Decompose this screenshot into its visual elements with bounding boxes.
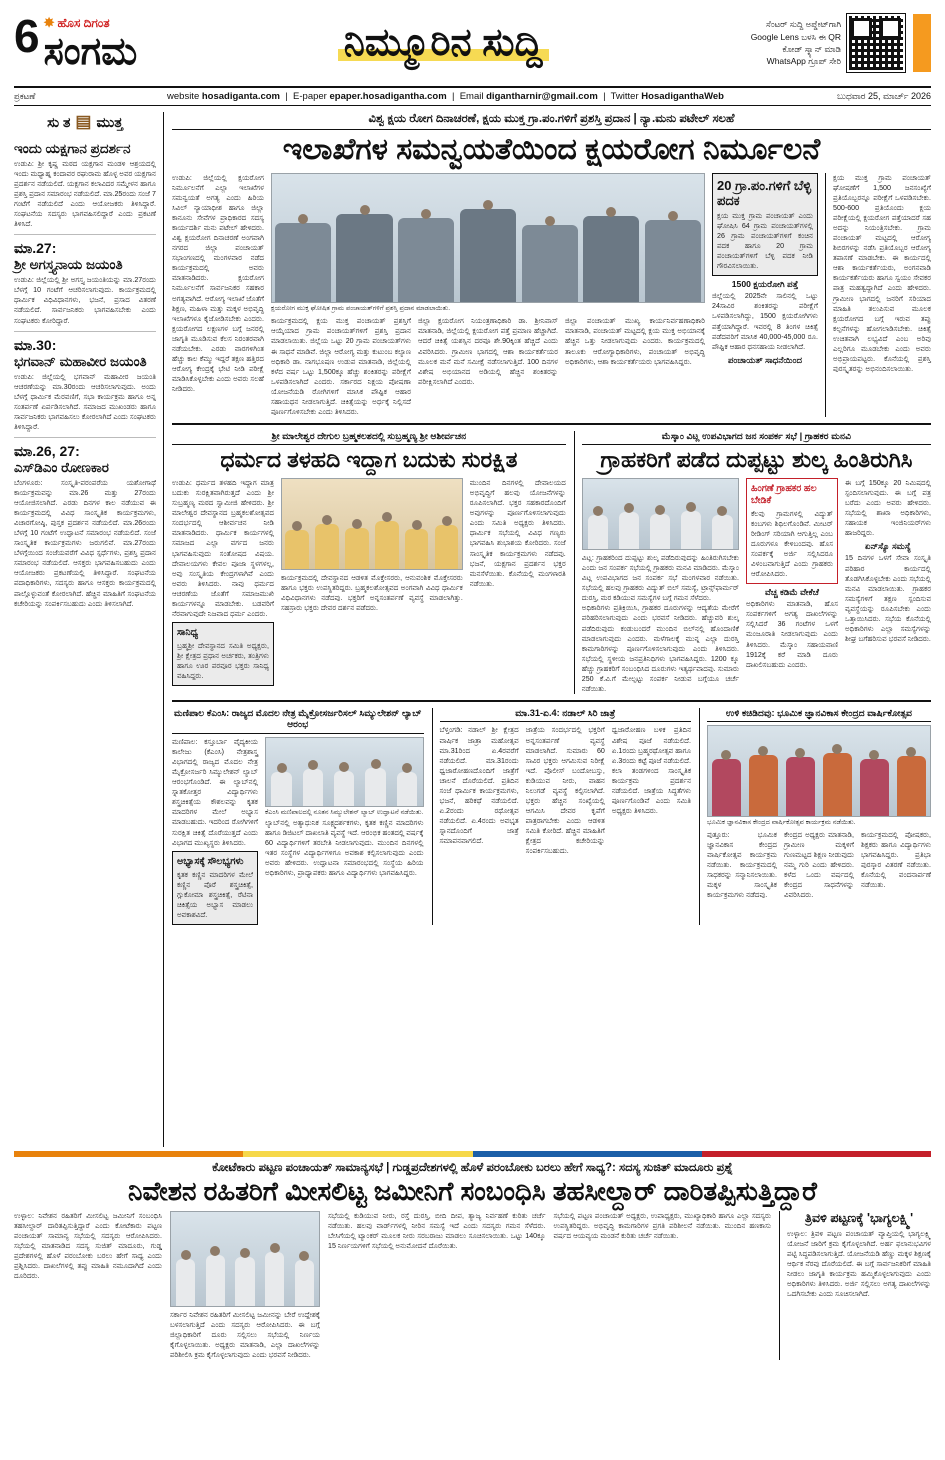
rail-item-text: ಉಡುಪಿ: ಶ್ರೀ ಕೃಷ್ಣ ಮಠದ ಯಕ್ಷಗಾನ ಮಂಡಳಿ ಆಶ್ರಯದಲ್ಲಿ ಇಂದು ಮಧ್ಯಾಹ್ನ ಕಂದಾವರ ರಘುರಾಮ ಹೊಳ್ಳ ಅವರ ಯಕ್ಷಗಾನ ಪ್ರದರ್ಶನ ನಡೆಯಲಿದೆ. ಯಕ್ಷಗಾನ ಕಲಾವಿದರ ಸಮ್ಮೇಳನ ಹಾಗೂ ಪ್ರಶಸ್ತಿ ಪ್ರದಾನ ಸಮಾರಂಭ ನಡೆಯಲಿದೆ. ಮಾ.25ರಂದು ಸಂಜೆ 7 ಗಂಟೆಗೆ ನಡೆಯಲಿದೆ ಎಂದು ಆಯೋಜಕರು ತಿಳಿಸಿದ್ದಾರೆ. ಸಂಘಟನೆಯ ಸದಸ್ಯರು ಭಾಗವಹಿಸಲಿದ್ದಾರೆ ಎಂದು ಪ್ರಕಟಣೆ ತಿಳಿಸಿದೆ. [14,159,156,229]
brand-label: ಹೊಸ ದಿಗಂತ [57,15,110,30]
rail-item-text: ಉಡುಪಿ: ಜಿಲ್ಲೆಯಲ್ಲಿ ಶ್ರೀ ಅಗಸ್ತ್ಯ ಜಯಂತಿಯನ್ನು ಮಾ.27ರಂದು ಬೆಳಗ್ಗೆ 10 ಗಂಟೆಗೆ ಆಚರಿಸಲಾಗುವುದು. ಕಾರ್ಯಕ್ರಮದಲ್ಲಿ ಧಾರ್ಮಿಕ ವಿಧಿವಿಧಾನಗಳು, ಭಜನೆ, ಪ್ರಸಾದ ವಿತರಣೆ ನಡೆಯಲಿದೆ. ಸಾರ್ವಜನಿಕರು ಭಾಗವಹಿಸಬೇಕು ಎಂದು ಸಂಘಟಕರು ಕೋರಿದ್ದಾರೆ. [14,276,156,325]
temple-col1: ಉಡುಪಿ: ಧರ್ಮದ ತಳಹದಿ ಇದ್ದಾಗ ಮಾತ್ರ ಬದುಕು ಸುರಕ್ಷಿತವಾಗಿರುತ್ತದೆ ಎಂದು ಶ್ರೀ ಸುಬ್ರಹ್ಮಣ್ಯ ಮಠದ ಸ್ವಾಮೀಜಿ ಹೇಳಿದರು. ಶ್ರೀ ಮಾಲೇಶ್ವರ ದೇವಸ್ಥಾನದ ಬ್ರಹ್ಮಕಲಶೋತ್ಸವದ ಸಂದರ್ಭದಲ್ಲಿ ಆಶೀರ್ವಚನ ನೀಡಿ ಮಾತನಾಡಿದರು. ಧಾರ್ಮಿಕ ಕಾರ್ಯಗಳಲ್ಲಿ ಸಮಾಜದ ಎಲ್ಲಾ ವರ್ಗದ ಜನರು ಭಾಗವಹಿಸುವುದು ಸಂತೋಷದ ವಿಷಯ. ದೇವಾಲಯಗಳು ಕೇವಲ ಪೂಜಾ ಸ್ಥಳಗಳಲ್ಲ, ಅವು ಸಂಸ್ಕೃತಿಯ ಕೇಂದ್ರಗಳಾಗಿವೆ ಎಂದು ಅವರು ತಿಳಿಸಿದರು. ನಾವು ಧರ್ಮದ ಆಚರಣೆಯ ಜೊತೆಗೆ ಸಮಾಜಮುಖಿ ಕಾರ್ಯಗಳನ್ನೂ ಮಾಡಬೇಕು. ಬಡವರಿಗೆ ನೆರವಾಗುವುದೇ ನಿಜವಾದ ಧರ್ಮ ಎಂದರು. [172,479,274,618]
bhoomika-col2: ಕೇಂದ್ರದ ಅಧ್ಯಕ್ಷರು ಮಾತನಾಡಿ, ಗ್ರಾಮೀಣ ಮಕ್ಕಳಿಗೆ ಗುಣಮಟ್ಟದ ಶಿಕ್ಷಣ ನೀಡುವುದು ನಮ್ಮ ಗುರಿ ಎಂದು ಹೇಳಿದರು. ಕಳೆದ ಒಂದು ವರ್ಷದಲ್ಲಿ ಕೇಂದ್ರದ ಸಾಧನೆಗಳನ್ನು ವಿವರಿಸಿದರು. [784,831,854,900]
color-strip [14,1151,931,1157]
lab-photo [265,737,424,807]
bottom-photo [170,1211,320,1307]
story-customer [574,431,931,694]
bottom-col2: ಸರ್ಕಾರ ನಿವೇಶನ ರಹಿತರಿಗೆ ಮೀಸಲಿಟ್ಟ ಜಮೀನನ್ನು ಬೇರೆ ಉದ್ದೇಶಕ್ಕೆ ಬಳಸಲಾಗುತ್ತಿದೆ ಎಂದು ಸದಸ್ಯರು ಆರೋಪಿಸಿದರು. ಈ ಬಗ್ಗೆ ಜಿಲ್ಲಾಧಿಕಾರಿಗೆ ದೂರು ಸಲ್ಲಿಸಲು ಸಭೆಯಲ್ಲಿ ನಿರ್ಣಯ ಕೈಗೊಳ್ಳಲಾಯಿತು. ಅಧ್ಯಕ್ಷರು ಮಾತನಾಡಿ, ಎಲ್ಲಾ ದಾಖಲೆಗಳನ್ನು ಪರಿಶೀಲಿಸಿ ಕ್ರಮ ಕೈಗೊಳ್ಳಲಾಗುವುದು ಎಂದು ಭರವಸೆ ನೀಡಿದರು. [170,1310,320,1360]
epaper-value[interactable]: epaper.hosadigantha.com [329,91,447,102]
section-name: ಸಂಗಮ [43,31,138,73]
rail-header [14,112,156,132]
website-label: website [167,91,200,102]
orange-marker [913,14,931,72]
bhoomika-caption: ಭೂಮಿಕ ಜ್ಞಾನವಿಕಾಸ ಕೇಂದ್ರದ ವಾರ್ಷಿಕೋತ್ಸವ ಕಾರ್ಯಕ್ರಮ ನಡೆಯಿತು. [707,819,856,827]
lead-box2-text: ಜಿಲ್ಲೆಯಲ್ಲಿ 2025ನೇ ಸಾಲಿನಲ್ಲಿ ಒಟ್ಟು 24ಸಾವಿರ ಶಂಕಿತರನ್ನು ಪರೀಕ್ಷೆಗೆ ಒಳಪಡಿಸಲಾಗಿದ್ದು, 1500 ಕ್ಷಯರೋಗಿಗಳು ಪತ್ತೆಯಾಗಿದ್ದಾರೆ. ಇವರಲ್ಲಿ 8 ತಿಂಗಳ ಚಿಕಿತ್ಸೆ ಪಡೆದವರಿಗೆ ಮಾಸಿಕ 40,000-45,000 ರೂ. ಪೌಷ್ಟಿಕ ಆಹಾರ ಧನಸಹಾಯ ನೀಡಲಾಗಿದೆ. [712,292,818,351]
flame-icon: ✸ [43,15,55,30]
book-icon: ▤ [75,112,92,131]
lead-col4: ಜಿಲ್ಲಾ ಪಂಚಾಯತ್ ಮುಖ್ಯ ಕಾರ್ಯನಿರ್ವಹಣಾಧಿಕಾರಿ ಮಾತನಾಡಿ, ಪಂಚಾಯತ್ ಮಟ್ಟದಲ್ಲಿ ಕ್ಷಯ ಮುಕ್ತ ಅಭಿಯಾನಕ್ಕೆ ಹೆಚ್ಚಿನ ಒತ್ತು ನೀಡಲಾಗುವುದು ಎಂದರು. ಕಾರ್ಯಕ್ರಮದಲ್ಲಿ ತಾಲೂಕು ಆರೋಗ್ಯಾಧಿಕಾರಿಗಳು, ಪಂಚಾಯತ್ ಅಭಿವೃದ್ಧಿ ಅಧಿಕಾರಿಗಳು, ಆಶಾ ಕಾರ್ಯಕರ್ತೆಯರು ಭಾಗವಹಿಸಿದ್ದರು. [565,317,705,366]
temple-kicker: ಶ್ರೀ ಮಾಲೇಶ್ವರ ದೇಗುಲ ಬ್ರಹ್ಮಕಲಶದಲ್ಲಿ ಸುಬ್ರಹ್ಮಣ್ಯ ಶ್ರೀ ಆಶೀರ್ವಚನ [172,431,566,446]
side-text: ಉಳ್ಳಾಲ: ತ್ರಿವಳಿ ಪಟ್ಟಣ ಪಂಚಾಯತ್ ವ್ಯಾಪ್ತಿಯಲ್ಲಿ ಭಾಗ್ಯಲಕ್ಷ್ಮಿ ಯೋಜನೆ ಜಾರಿಗೆ ಕ್ರಮ ಕೈಗೊಳ್ಳಲಾಗಿದೆ. ಅರ್ಹ ಫಲಾನುಭವಿಗಳ ಪಟ್ಟಿ ಸಿದ್ಧಪಡಿಸಲಾಗುತ್ತಿದೆ. ಯೋಜನೆಯಡಿ ಹೆಣ್ಣು ಮಕ್ಕಳ ಶಿಕ್ಷಣಕ್ಕೆ ಆರ್ಥಿಕ ನೆರವು ದೊರೆಯಲಿದೆ. ಈ ಬಗ್ಗೆ ಸಾರ್ವಜನಿಕರಿಗೆ ಮಾಹಿತಿ ನೀಡಲು ಜಾಗೃತಿ ಕಾರ್ಯಕ್ರಮ ಹಮ್ಮಿಕೊಳ್ಳಲಾಗುವುದು ಎಂದು ಅಧಿಕಾರಿಗಳು ತಿಳಿಸಿದರು. ಅರ್ಜಿ ಸಲ್ಲಿಸಲು ಅಗತ್ಯ ದಾಖಲೆಗಳನ್ನು ಒದಗಿಸಬೇಕು ಎಂದು ಸೂಚಿಸಲಾಗಿದೆ. [787,1229,931,1299]
lead-box2-head: 1500 ಕ್ಷಯರೋಗಿ ಪತ್ತೆ [731,279,799,290]
lead-headline: ಇಲಾಖೆಗಳ ಸಮನ್ವಯತೆಯಿಂದ ಕ್ಷಯರೋಗ ನಿರ್ಮೂಲನೆ [282,133,821,167]
rail-item[interactable] [14,235,156,331]
masthead-left [14,10,138,73]
bhoomika-col1: ಪುತ್ತೂರು: ಭೂಮಿಕ ಜ್ಞಾನವಿಕಾಸ ಕೇಂದ್ರದ ವಾರ್ಷಿಕೋತ್ಸವ ಕಾರ್ಯಕ್ರಮ ನಡೆಯಿತು. ಕಾರ್ಯಕ್ರಮದಲ್ಲಿ ಸಾಧಕರನ್ನು ಸನ್ಮಾನಿಸಲಾಯಿತು. ಮಕ್ಕಳ ಸಾಂಸ್ಕೃತಿಕ ಕಾರ್ಯಕ್ರಮಗಳು ನಡೆದವು. [707,831,777,900]
twitter-label: Twitter [610,91,639,102]
rail-item-title: ಭಗವಾನ್ ಮಹಾವೀರ ಜಯಂತಿ [14,353,147,369]
rail-item-text: ಬೆಂಗಳೂರು: ಸಂಸ್ಕೃತಿ-ಪರಂಪರೆಯ ಯಶೋಗಾಥೆ ಕಾರ್ಯಕ್ರಮವನ್ನು ಮಾ.26 ಮತ್ತು 27ರಂದು ಆಯೋಜಿಸಲಾಗಿದೆ. ಎರಡು ದಿನಗಳ ಕಾಲ ನಡೆಯುವ ಈ ಕಾರ್ಯಕ್ರಮದಲ್ಲಿ ವಿವಿಧ ಸಾಂಸ್ಕೃತಿಕ ಕಾರ್ಯಕ್ರಮಗಳು, ವಿಚಾರಗೋಷ್ಠಿ, ಪುಸ್ತಕ ಪ್ರದರ್ಶನ ನಡೆಯಲಿದೆ. ಮಾ.26ರಂದು ಬೆಳಗ್ಗೆ 10 ಗಂಟೆಗೆ ಉದ್ಘಾಟನೆ ಸಮಾರಂಭ ನಡೆಯಲಿದೆ. ಸಂಜೆ ಸಾಂಸ್ಕೃತಿಕ ಕಾರ್ಯಕ್ರಮಗಳು ಜರುಗಲಿವೆ. ಮಾ.27ರಂದು ಬೆಳಗ್ಗೆಯಿಂದ ಸಂಜೆಯವರೆಗೆ ವಿವಿಧ ಸ್ಪರ್ಧೆಗಳು, ಪ್ರಶಸ್ತಿ ಪ್ರದಾನ ಸಮಾರಂಭ ನಡೆಯಲಿದೆ. ಆಸಕ್ತರು ಭಾಗವಹಿಸಬಹುದು ಎಂದು ಆಯೋಜಕರು ಪ್ರಕಟಣೆಯಲ್ಲಿ ತಿಳಿಸಿದ್ದಾರೆ. ಸಂಘಟನೆಯ ಪದಾಧಿಕಾರಿಗಳು, ಸದಸ್ಯರು ಹಾಗೂ ಆಸಕ್ತರು ಕಾರ್ಯಕ್ರಮದಲ್ಲಿ ಪಾಲ್ಗೊಳ್ಳುವಂತೆ ಕೋರಲಾಗಿದೆ. ಹೆಚ್ಚಿನ ಮಾಹಿತಿಗೆ ಸಂಘಟನೆಯ ಕಚೇರಿಯನ್ನು ಸಂಪರ್ಕಿಸಬಹುದು ಎಂದು ತಿಳಿಸಲಾಗಿದೆ. [14,478,156,608]
masthead-right [749,14,931,72]
fair-col2: ಜಾತ್ರೆಯ ಸಂದರ್ಭದಲ್ಲಿ ಭಕ್ತರಿಗೆ ಅನ್ನಸಂತರ್ಪಣೆ ವ್ಯವಸ್ಥೆ ಮಾಡಲಾಗಿದೆ. ಸುಮಾರು 60 ಸಾವಿರ ಭಕ್ತರು ಆಗಮಿಸುವ ನಿರೀಕ್ಷೆ ಇದೆ. ಪೊಲೀಸ್ ಬಂದೋಬಸ್ತು, ಕುಡಿಯುವ ನೀರು, ವಾಹನ ನಿಲುಗಡೆ ವ್ಯವಸ್ಥೆ ಕಲ್ಪಿಸಲಾಗಿದೆ. ಭಕ್ತರು ಹೆಚ್ಚಿನ ಸಂಖ್ಯೆಯಲ್ಲಿ ಆಗಮಿಸಿ ದೇವರ ಕೃಪೆಗೆ ಪಾತ್ರರಾಗಬೇಕು ಎಂದು ಆಡಳಿತ ಸಮಿತಿ ಕೋರಿದೆ. ಹೆಚ್ಚಿನ ಮಾಹಿತಿಗೆ ಕ್ಷೇತ್ರದ ಕಚೇರಿಯನ್ನು ಸಂಪರ್ಕಿಸಬಹುದು. [525,726,605,856]
fair-col1: ಬೆಳ್ತಂಗಡಿ: ನಡಾಲ್ ಶ್ರೀ ಕ್ಷೇತ್ರದ ವಾರ್ಷಿಕ ಜಾತ್ರಾ ಮಹೋತ್ಸವ ಮಾ.31ರಿಂದ ಏ.4ರವರೆಗೆ ನಡೆಯಲಿದೆ. ಮಾ.31ರಂದು ಧ್ವಜಾರೋಹಣದೊಂದಿಗೆ ಜಾತ್ರೆಗೆ ಚಾಲನೆ ದೊರೆಯಲಿದೆ. ಪ್ರತಿದಿನ ಸಂಜೆ ಧಾರ್ಮಿಕ ಕಾರ್ಯಕ್ರಮಗಳು, ಭಜನೆ, ಹರಿಕಥೆ ನಡೆಯಲಿದೆ. ಏ.2ರಂದು ರಥೋತ್ಸವ ನಡೆಯಲಿದೆ. ಏ.4ರಂದು ಅವಭೃತ ಸ್ನಾನದೊಂದಿಗೆ ಜಾತ್ರೆ ಸಮಾಪನವಾಗಲಿದೆ. [439,726,519,846]
page-number: 6 [14,10,40,62]
customer-subhead2: ವೆಚ್ಚ ಕಡಿಮೆ ವೇಕೆಚೆ [765,587,819,598]
bottom-side-story [779,1211,931,1360]
customer-col1: ವಿಟ್ಲ: ಗ್ರಾಹಕರಿಂದ ದುಪ್ಪಟ್ಟು ಶುಲ್ಕ ಪಡೆದಿರುವುದನ್ನು ಹಿಂತಿರುಗಿಸಬೇಕು ಎಂದು ಜನ ಸಂಪರ್ಕ ಸಭೆಯಲ್ಲಿ ಗ್ರಾಹಕರು ಮನವಿ ಮಾಡಿದರು. ಮೆಸ್ಕಾಂ ವಿಟ್ಲ ಉಪವಿಭಾಗದ ಜನ ಸಂಪರ್ಕ ಸಭೆ ಮಂಗಳವಾರ ನಡೆಯಿತು. ಸಭೆಯಲ್ಲಿ ಹಲವು ಗ್ರಾಹಕರು ವಿದ್ಯುತ್ ಬಿಲ್ ಸಮಸ್ಯೆ, ಟ್ರಾನ್ಸ್‌ಫಾರ್ಮರ್ ದುರಸ್ತಿ, ಮರ ಕಡಿಯುವ ಸಮಸ್ಯೆಗಳ ಬಗ್ಗೆ ಗಮನ ಸೆಳೆದರು. [581,554,739,603]
lab-kicker: ಮಣಿಪಾಲ ಕೆಎಂಸಿ: ರಾಜ್ಯದ ಮೊದಲ ನೇತ್ರ ಮೈಕ್ರೋಸರ್ಜರಿಸಲ್ ಸಿಮ್ಯುಲೇಶನ್ ಲ್ಯಾಬ್ ಆರಂಭ [172,708,424,734]
bottom-col1: ಉಳ್ಳಾಲ: ನಿವೇಶನ ರಹಿತರಿಗೆ ಮೀಸಲಿಟ್ಟ ಜಮೀನಿಗೆ ಸಂಬಂಧಿಸಿ ತಹಸೀಲ್ದಾರ್ ದಾರಿತಪ್ಪಿಸುತ್ತಿದ್ದಾರೆ ಎಂದು ಕೋಟೆಕಾರು ಪಟ್ಟಣ ಪಂಚಾಯತ್ ಸಾಮಾನ್ಯ ಸಭೆಯಲ್ಲಿ ಸದಸ್ಯರು ಆರೋಪಿಸಿದರು. ಸಭೆಯಲ್ಲಿ ಮಾತನಾಡಿದ ಸದಸ್ಯ ಸುಜಿತ್ ಮಾದೂರು, ಗುಡ್ಡ ಪ್ರದೇಶಗಳಲ್ಲಿ ಹೊಳೆ ಪರಂಬೋಕು ಬರಲು ಹೇಗೆ ಸಾಧ್ಯ ಎಂದು ಪ್ರಶ್ನಿಸಿದರು. ದಾಖಲೆಗಳಲ್ಲಿ ತಪ್ಪು ಮಾಹಿತಿ ನಮೂದಾಗಿದೆ ಎಂದು ದೂರಿದರು. [14,1211,162,1281]
lead-box-medals [712,173,818,277]
rail-item[interactable] [14,438,156,614]
customer-photo [582,478,739,550]
rail-item[interactable] [14,332,156,438]
fair-kicker: ಮಾ.31-ಏ.4: ನಡಾಲ್ ಸಿರಿ ಜಾತ್ರೆ [440,708,692,723]
lead-col1: ಉಡುಪಿ: ಜಿಲ್ಲೆಯಲ್ಲಿ ಕ್ಷಯರೋಗ ನಿರ್ಮೂಲನೆಗೆ ಎಲ್ಲಾ ಇಲಾಖೆಗಳ ಸಮನ್ವಯತೆ ಅಗತ್ಯ ಎಂದು ಹಿರಿಯ ಸಿವಿಲ್ ನ್ಯಾಯಾಧೀಶ ಹಾಗೂ ಜಿಲ್ಲಾ ಕಾನೂನು ಸೇವೆಗಳ ಪ್ರಾಧಿಕಾರದ ಸದಸ್ಯ ಕಾರ್ಯದರ್ಶಿ ಮನು ಪಟೇಲ್ ಹೇಳಿದರು. ವಿಶ್ವ ಕ್ಷಯರೋಗ ದಿನಾಚರಣೆ ಅಂಗವಾಗಿ ನಗರದ ಜಿಲ್ಲಾ ಪಂಚಾಯತ್ ಸಭಾಂಗಣದಲ್ಲಿ ಮಂಗಳವಾರ ನಡೆದ ಕಾರ್ಯಕ್ರಮದಲ್ಲಿ ಅವರು ಮಾತನಾಡಿದರು. ಕ್ಷಯರೋಗ ನಿರ್ಮೂಲನೆಗೆ ಸಾರ್ವಜನಿಕರ ಸಹಕಾರ ಅಗತ್ಯವಾಗಿದೆ. ಆರೋಗ್ಯ ಇಲಾಖೆ ಜೊತೆಗೆ ಶಿಕ್ಷಣ, ಮಹಿಳಾ ಮತ್ತು ಮಕ್ಕಳ ಅಭಿವೃದ್ಧಿ ಇಲಾಖೆಗಳೂ ಕೈಜೋಡಿಸಬೇಕು ಎಂದರು. ಕ್ಷಯರೋಗದ ಲಕ್ಷಣಗಳ ಬಗ್ಗೆ ಜನರಲ್ಲಿ ಜಾಗೃತಿ ಮೂಡಿಸುವ ಕೆಲಸ ನಿರಂತರವಾಗಿ ನಡೆಯಬೇಕು. ಎರಡು ವಾರಗಳಿಗಿಂತ ಹೆಚ್ಚು ಕಾಲ ಕೆಮ್ಮು ಇದ್ದರೆ ತಕ್ಷಣ ಹತ್ತಿರದ ಆರೋಗ್ಯ ಕೇಂದ್ರಕ್ಕೆ ಭೇಟಿ ನೀಡಿ ಪರೀಕ್ಷೆ ಮಾಡಿಸಿಕೊಳ್ಳಬೇಕು ಎಂದು ಅವರು ಸಲಹೆ ನೀಡಿದರು. [172,173,264,394]
lab-box-head: ಅಭ್ಯಾಸಕ್ಕೆ ಸೌಲಭ್ಯಗಳು [177,855,244,867]
lab-col1: ಮಣಿಪಾಲ: ಕಸ್ತೂರ್ಬಾ ವೈದ್ಯಕೀಯ ಕಾಲೇಜು (ಕೆಎಂಸಿ) ನೇತ್ರಶಾಸ್ತ್ರ ವಿಭಾಗದಲ್ಲಿ ರಾಜ್ಯದ ಮೊದಲ ನೇತ್ರ ಮೈಕ್ರೋಸರ್ಜರಿ ಸಿಮ್ಯುಲೇಶನ್ ಲ್ಯಾಬ್ ಆರಂಭಗೊಂಡಿದೆ. ಈ ಲ್ಯಾಬ್‌ನಲ್ಲಿ ಸ್ನಾತಕೋತ್ತರ ವಿದ್ಯಾರ್ಥಿಗಳು ಶಸ್ತ್ರಚಿಕಿತ್ಸೆಯ ಕೌಶಲವನ್ನು ಕೃತಕ ಮಾದರಿಗಳ ಮೇಲೆ ಅಭ್ಯಾಸ ಮಾಡಬಹುದು. ಇದರಿಂದ ರೋಗಿಗಳಿಗೆ ಸುರಕ್ಷಿತ ಚಿಕಿತ್ಸೆ ದೊರೆಯುತ್ತದೆ ಎಂದು ವಿಭಾಗದ ಮುಖ್ಯಸ್ಥರು ತಿಳಿಸಿದರು. [172,737,258,847]
masthead-center [137,22,749,65]
email-label: Email [459,91,484,102]
customer-redbox-head: ಹಿಂಗಣೆ ಗ್ರಾಹಕರ ಹಲ ಬೇಡಿಕೆ [751,483,817,506]
lead-photo [271,173,705,303]
main-content [14,112,931,1147]
rail-item-title: ಎಸ್‌ಡಿಎಂ ರೋಣಕಾರ [14,459,109,475]
lab-col2: ಲ್ಯಾಬ್‌ನಲ್ಲಿ ಅತ್ಯಾಧುನಿಕ ಸೂಕ್ಷ್ಮದರ್ಶಕಗಳು, ಕೃತಕ ಕಣ್ಣಿನ ಮಾದರಿಗಳು ಹಾಗೂ ಡಿಜಿಟಲ್ ದಾಖಲಾತಿ ವ್ಯವಸ್ಥೆ ಇದೆ. ಆರಂಭಿಕ ಹಂತದಲ್ಲಿ ವರ್ಷಕ್ಕೆ 60 ವಿದ್ಯಾರ್ಥಿಗಳಿಗೆ ತರಬೇತಿ ನೀಡಲಾಗುವುದು. ಮುಂದಿನ ದಿನಗಳಲ್ಲಿ ಇತರ ಸಂಸ್ಥೆಗಳ ವಿದ್ಯಾರ್ಥಿಗಳಿಗೂ ಅವಕಾಶ ಕಲ್ಪಿಸಲಾಗುವುದು ಎಂದು ಅವರು ಹೇಳಿದರು. ಉದ್ಘಾಟನಾ ಸಮಾರಂಭದಲ್ಲಿ ಸಂಸ್ಥೆಯ ಹಿರಿಯ ಅಧಿಕಾರಿಗಳು, ಪ್ರಾಧ್ಯಾಪಕರು ಹಾಗೂ ವಿದ್ಯಾರ್ಥಿಗಳು ಭಾಗವಹಿಸಿದ್ದರು. [265,818,424,877]
customer-headline: ಗ್ರಾಹಕರಿಗೆ ಪಡೆದ ದುಪ್ಪಟ್ಟು ಶುಲ್ಕ ಹಿಂತಿರುಗಿಸಿ [600,447,913,473]
page-title: ನಿಮ್ಮೂರಿನ ಸುದ್ದಿ [338,22,549,65]
info-bar [14,86,931,106]
side-head: ತ್ರಿವಳಿ ಪಟ್ಟಣಕ್ಕೆ 'ಭಾಗ್ಯಲಕ್ಷ್ಮಿ' [804,1210,914,1225]
rail-item-text: ಉಡುಪಿ: ಜಿಲ್ಲೆಯಲ್ಲಿ ಭಗವಾನ್ ಮಹಾವೀರ ಜಯಂತಿ ಆಚರಣೆಯನ್ನು ಮಾ.30ರಂದು ಆಚರಿಸಲಾಗುವುದು. ಅಂದು ಬೆಳಗ್ಗೆ ಧಾರ್ಮಿಕ ಮೆರವಣಿಗೆ, ಸಭಾ ಕಾರ್ಯಕ್ರಮ ಹಾಗೂ ಅನ್ನ ಸಂತರ್ಪಣೆ ಏರ್ಪಡಿಸಲಾಗಿದೆ. ಸಮಾಜದ ಮುಖಂಡರು ಹಾಗೂ ಸಾರ್ವಜನಿಕರು ಭಾಗವಹಿಸಲು ಕೋರಲಾಗಿದೆ ಎಂದು ಸಂಘಟಕರು ತಿಳಿಸಿದ್ದಾರೆ. [14,372,156,431]
story-temple [172,431,566,694]
bhoomika-kicker: ಉಳಿ ಕಚಿಡಿದವು: ಭೂಮಿಕ ಜ್ಞಾನವಿಕಾಸ ಕೇಂದ್ರದ ವಾರ್ಷಿಕೋತ್ಸವ [707,708,931,723]
customer-box3-head: ಏನ್‌ಸ್ಯೊ ಸಮಸ್ಯೆ [865,541,911,552]
temple-col2: ಕಾರ್ಯಕ್ರಮದಲ್ಲಿ ದೇವಸ್ಥಾನದ ಆಡಳಿತ ಮೊಕ್ತೇಸರರು, ಆನುವಂಶಿಕ ಮೊಕ್ತೇಸರರು ಹಾಗೂ ಭಕ್ತರು ಉಪಸ್ಥಿತರಿದ್ದರು. ಬ್ರಹ್ಮಕಲಶೋತ್ಸವದ ಅಂಗವಾಗಿ ವಿವಿಧ ಧಾರ್ಮಿಕ ವಿಧಿವಿಧಾನಗಳು ನಡೆದವು. ಭಕ್ತರಿಗೆ ಅನ್ನಸಂತರ್ಪಣೆ ವ್ಯವಸ್ಥೆ ಮಾಡಲಾಗಿತ್ತು. ಸಹಸ್ರಾರು ಭಕ್ತರು ದೇವರ ದರ್ಶನ ಪಡೆದರು. [281,574,463,613]
masthead [14,0,931,86]
customer-redbox-text: ಕೆಲವು ಗ್ರಾಮಗಳಲ್ಲಿ ವಿದ್ಯುತ್ ಕಂಬಗಳು ಶಿಥಿಲಗೊಂಡಿವೆ. ಮೀಟರ್ ರೀಡಿಂಗ್ ಸರಿಯಾಗಿ ಆಗುತ್ತಿಲ್ಲ ಎಂಬ ದೂರುಗಳೂ ಕೇಳಿಬಂದವು. ಹೊಸ ಸಂಪರ್ಕಕ್ಕೆ ಅರ್ಜಿ ಸಲ್ಲಿಸಿದರೂ ವಿಳಂಬವಾಗುತ್ತಿದೆ ಎಂದು ಗ್ರಾಹಕರು ಆರೋಪಿಸಿದರು. [751,509,833,579]
fair-col3: ಧ್ವಜಾರೋಹಣ ಬಳಿಕ ಪ್ರತಿದಿನ ವಿಶೇಷ ಪೂಜೆ ನಡೆಯಲಿದೆ. ಏ.1ರಂದು ಬ್ರಹ್ಮರಥೋತ್ಸವ ಹಾಗೂ ಏ.3ರಂದು ಕಟ್ಟೆ ಪೂಜೆ ನಡೆಯಲಿದೆ. ಕಲಾ ತಂಡಗಳಿಂದ ಸಾಂಸ್ಕೃತಿಕ ಕಾರ್ಯಕ್ರಮ ಪ್ರದರ್ಶನ ನಡೆಯಲಿದೆ. ಜಾತ್ರೆಯ ಸಿದ್ಧತೆಗಳು ಪೂರ್ಣಗೊಂಡಿವೆ ಎಂದು ಸಮಿತಿ ಅಧ್ಯಕ್ಷರು ತಿಳಿಸಿದರು. [611,726,692,815]
lead-col5: ಕ್ಷಯ ಮುಕ್ತ ಗ್ರಾಮ ಪಂಚಾಯತ್ ಘೋಷಣೆಗೆ 1,500 ಜನಸಂಖ್ಯೆಗೆ ಪ್ರತಿಯೊಬ್ಬರನ್ನೂ ಪರೀಕ್ಷೆಗೆ ಒಳಪಡಿಸಬೇಕು. 500-600 ಪ್ರತಿಯೊಂದು ಕ್ಷಯ ಪರೀಕ್ಷೆಯಲ್ಲಿ ಕ್ಷಯರೋಗ ಪತ್ತೆಯಾದರೆ ಸಹ ಅದನ್ನು ನಿಯಂತ್ರಿಸಬೇಕು. ಗ್ರಾಮ ಪಂಚಾಯತ್ ಮಟ್ಟದಲ್ಲಿ ಆರೋಗ್ಯ ಶಿಬಿರಗಳನ್ನು ನಡೆಸಿ ಪ್ರತಿಯೊಬ್ಬರ ಆರೋಗ್ಯ ತಪಾಸಣೆ ಮಾಡಬೇಕು. ಈ ಕಾರ್ಯದಲ್ಲಿ ಆಶಾ ಕಾರ್ಯಕರ್ತೆಯರು, ಅಂಗನವಾಡಿ ಕಾರ್ಯಕರ್ತೆಯರು ಹಾಗೂ ಸ್ವಯಂ ಸೇವಕರ ಪಾತ್ರ ಮಹತ್ವದ್ದಾಗಿದೆ ಎಂದು ಹೇಳಿದರು. ಗ್ರಾಮೀಣ ಭಾಗದಲ್ಲಿ ಜನರಿಗೆ ಸರಿಯಾದ ಮಾಹಿತಿ ತಲುಪಿಸುವ ಮೂಲಕ ಕ್ಷಯರೋಗದ ಬಗ್ಗೆ ಇರುವ ತಪ್ಪು ಕಲ್ಪನೆಗಳನ್ನು ಹೋಗಲಾಡಿಸಬೇಕು. ಚಿಕಿತ್ಸೆ ಉಚಿತವಾಗಿ ಲಭ್ಯವಿದೆ ಎಂಬ ಅರಿವು ಎಲ್ಲರಿಗೂ ಮೂಡಬೇಕು ಎಂದು ಅವರು ಅಭಿಪ್ರಾಯಪಟ್ಟರು. ಕೊನೆಯಲ್ಲಿ ಪ್ರಶಸ್ತಿ ಪುರಸ್ಕೃತರನ್ನು ಅಭಿನಂದಿಸಲಾಯಿತು. [833,173,931,373]
bottom-col3: ಸಭೆಯಲ್ಲಿ ಕುಡಿಯುವ ನೀರು, ರಸ್ತೆ ದುರಸ್ತಿ, ಬೀದಿ ದೀಪ, ತ್ಯಾಜ್ಯ ನಿರ್ವಹಣೆ ಕುರಿತು ಚರ್ಚೆ ನಡೆಯಿತು. ಹಲವು ವಾರ್ಡ್‌ಗಳಲ್ಲಿ ನೀರಿನ ಸಮಸ್ಯೆ ಇದೆ ಎಂದು ಸದಸ್ಯರು ಗಮನ ಸೆಳೆದರು. ಬೇಸಿಗೆಯಲ್ಲಿ ಟ್ಯಾಂಕರ್ ಮೂಲಕ ನೀರು ಸರಬರಾಜು ಮಾಡಲು ಸೂಚಿಸಲಾಯಿತು. ಒಟ್ಟು 140ಕ್ಕೂ 15 ನಿರ್ಣಯಗಳಿಗೆ ಸಭೆಯಲ್ಲಿ ಅನುಮೋದನೆ ದೊರೆಯಿತು. [328,1211,546,1251]
bottom-kicker: ಕೋಟೆಕಾರು ಪಟ್ಟಣ ಪಂಚಾಯತ್ ಸಾಮಾನ್ಯಸಭೆ | ಗುಡ್ಡಪ್ರದೇಶಗಳಲ್ಲಿ ಹೊಳೆ ಪರಂಬೋಕು ಬರಲು ಹೇಗೆ ಸಾಧ್ಯ?: ಸದಸ್ಯ ಸುಜಿತ್ ಮಾದೂರು ಪ್ರಶ್ನೆ [212,1162,733,1174]
customer-box3-text: 15 ದಿನಗಳ ಒಳಗೆ ಸೇವಾ ಸಂಸ್ಕೃತಿ ಪರಿಹಾರ ಕಾರ್ಯದಲ್ಲಿ ತೊಡಗಿಸಿಕೊಳ್ಳಬೇಕು ಎಂದು ಸಭೆಯಲ್ಲಿ ಮನವಿ ಮಾಡಲಾಯಿತು. ಗ್ರಾಹಕರ ಸಮಸ್ಯೆಗಳಿಗೆ ತಕ್ಷಣ ಸ್ಪಂದಿಸುವ ವ್ಯವಸ್ಥೆಯನ್ನು ರೂಪಿಸಬೇಕು ಎಂದು ಒತ್ತಾಯಿಸಿದರು. ಸಭೆಯ ಕೊನೆಯಲ್ಲಿ ಅಧಿಕಾರಿಗಳು ಎಲ್ಲಾ ಸಮಸ್ಯೆಗಳನ್ನು ಶೀಘ್ರ ಬಗೆಹರಿಸುವ ಭರವಸೆ ನೀಡಿದರು. [845,554,931,643]
customer-col3: ಈ ಬಗ್ಗೆ 150ಕ್ಕೂ 20 ನಿಮಿಷದಲ್ಲಿ ಸ್ಪಂದಿಸಲಾಗುವುದು. ಈ ಬಗ್ಗೆ ಪತ್ರ ಬರೆದು ಎಂದು ಅವರು ಹೇಳಿದರು. ಸಭೆಯಲ್ಲಿ ಶಾಖಾ ಅಧಿಕಾರಿಗಳು, ಸಹಾಯಕ ಇಂಜಿನಿಯರ್‌ಗಳು ಹಾಜರಿದ್ದರು. [845,479,931,538]
customer-redbox [746,478,838,584]
website-value[interactable]: hosadiganta.com [201,91,280,102]
temple-photo [281,478,463,570]
temple-box-text: ಬ್ರಹ್ಮಶ್ರೀ ದೇವಸ್ಥಾನದ ಸಮಿತಿ ಅಧ್ಯಕ್ಷರು, ಶ್ರೀ ಕ್ಷೇತ್ರದ ಪ್ರಧಾನ ಅರ್ಚಕರು, ತಂತ್ರಿಗಳು ಹಾಗೂ ಊರ ಪರವೂರ ಭಕ್ತರು ಸಾನಿಧ್ಯ ವಹಿಸಿದ್ದರು. [177,641,269,681]
qr-instructions: ಸೆಂಟರ್ ಸುದ್ದಿ ಅಪ್ಡೇಟ್‌ಗಾಗಿ Google Lens ಬಳಸಿ ಈ QR ಕೋಡ್ ಸ್ಕ್ಯಾನ್ ಮಾಡಿ WhatsApp ಗ್ರೂಪ್ ಸೇರಿ [750,19,841,67]
story-lab [172,708,424,925]
story-fair [432,708,692,925]
lead-story [172,112,931,417]
qr-code[interactable] [847,14,905,72]
rail-item-date: ಮಾ.26, 27: [14,442,80,459]
content-area [172,112,931,1147]
epaper-label: E-paper [293,91,327,102]
info-links: website hosadiganta.com | E-paper epaper.hosadigantha.com | Email digantharnir@gmail.com | Twitter HosadiganthaWeb [167,91,724,102]
rail-item[interactable] [14,136,156,235]
twitter-value[interactable]: HosadiganthaWeb [641,91,724,102]
bottom-headline: ನಿವೇಶನ ರಹಿತರಿಗೆ ಮೀಸಲಿಟ್ಟ ಜಮೀನಿಗೆ ಸಂಬಂಧಿಸಿ ತಹಸೀಲ್ದಾರ್ ದಾರಿತಪ್ಪಿಸುತ್ತಿದ್ದಾರೆ [128,1176,817,1207]
temple-box-head: ಸಾನಿಧ್ಯ [177,626,199,638]
publication-date: ಬುಧವಾರ 25, ಮಾರ್ಚ್ 2026 [837,91,931,101]
left-rail [14,112,164,1147]
customer-col2b: ಅಧಿಕಾರಿಗಳು ಮಾತನಾಡಿ, ಹೊಸ ಸಂಪರ್ಕಗಳಿಗೆ ಅಗತ್ಯ ದಾಖಲೆಗಳನ್ನು ಸಲ್ಲಿಸಿದರೆ 36 ಗಂಟೆಗಳ ಒಳಗೆ ಮಂಜೂರಾತಿ ನೀಡಲಾಗುವುದು ಎಂದು ತಿಳಿಸಿದರು. ಮೆಸ್ಕಾಂ ಸಹಾಯವಾಣಿ 1912ಕ್ಕೆ ಕರೆ ಮಾಡಿ ದೂರು ದಾಖಲಿಸಬಹುದು ಎಂದರು. [746,600,838,669]
rail-head-right: ಮುತ್ತ [96,113,123,130]
rail-item-date: ಮಾ.27: [14,240,57,257]
lab-caption: ಕೆಎಂಸಿ ಮಣಿಪಾಲದಲ್ಲಿ ನೂತನ ಸಿಮ್ಯುಲೇಶನ್ ಲ್ಯಾಬ್ ಉದ್ಘಾಟನೆ ನಡೆಯಿತು. [265,808,424,816]
lead-kicker: ವಿಶ್ವ ಕ್ಷಯ ರೋಗ ದಿನಾಚರಣೆ, ಕ್ಷಯ ಮುಕ್ತ ಗ್ರಾ.ಪಂ.ಗಳಿಗೆ ಪ್ರಶಸ್ತಿ ಪ್ರದಾನ | ನ್ಯಾ.ಮನು ಪಟೇಲ್ ಸಲಹೆ [172,112,931,130]
lead-subhead-center: ಪಂಚಾಯತ್ ಸಾಧನೆಯಿಂದ [727,354,802,365]
rail-item-title: ಶ್ರೀ ಅಗಸ್ತ್ಯನಾಯ ಜಯಂತಿ [14,257,123,273]
lab-box [172,851,258,925]
bottom-col4: ಸಭೆಯಲ್ಲಿ ಪಟ್ಟಣ ಪಂಚಾಯತ್ ಅಧ್ಯಕ್ಷರು, ಉಪಾಧ್ಯಕ್ಷರು, ಮುಖ್ಯಾಧಿಕಾರಿ ಹಾಗೂ ಎಲ್ಲಾ ಸದಸ್ಯರು ಉಪಸ್ಥಿತರಿದ್ದರು. ಅಭಿವೃದ್ಧಿ ಕಾಮಗಾರಿಗಳ ಪ್ರಗತಿ ಪರಿಶೀಲನೆ ನಡೆಯಿತು. ಮುಂದಿನ ಹಣಕಾಸು ವರ್ಷದ ಆಯವ್ಯಯ ಮಂಡನೆ ಕುರಿತು ಚರ್ಚೆ ನಡೆಯಿತು. [553,1211,771,1241]
bhoomika-col3: ಕಾರ್ಯಕ್ರಮದಲ್ಲಿ ಪೋಷಕರು, ಶಿಕ್ಷಕರು ಹಾಗೂ ವಿದ್ಯಾರ್ಥಿಗಳು ಭಾಗವಹಿಸಿದ್ದರು. ಪ್ರತಿಭಾ ಪುರಸ್ಕಾರ ವಿತರಣೆ ನಡೆಯಿತು. ಕೊನೆಯಲ್ಲಿ ವಂದನಾರ್ಪಣೆ ನಡೆಯಿತು. [861,831,931,890]
rail-item-title: ಇಂದು ಯಕ್ಷಗಾನ ಪ್ರದರ್ಶನ [14,141,131,156]
customer-kicker: ಮೆಸ್ಕಾಂ ವಿಟ್ಲ ಉಪವಿಭಾಗದ ಜನ ಸಂಪರ್ಕ ಸಭೆ | ಗ್ರಾಹಕರ ಮನವಿ [582,431,931,446]
customer-col2: ಅಧಿಕಾರಿಗಳು ಪ್ರತಿಕ್ರಿಯಿಸಿ, ಗ್ರಾಹಕರ ದೂರುಗಳನ್ನು ಆದ್ಯತೆಯ ಮೇರೆಗೆ ಪರಿಹರಿಸಲಾಗುವುದು ಎಂದು ಭರವಸೆ ನೀಡಿದರು. ಹೆಚ್ಚುವರಿ ಶುಲ್ಕ ಪಡೆದಿರುವುದು ಕಂಡುಬಂದರೆ ಮುಂದಿನ ಬಿಲ್‌ನಲ್ಲಿ ಹೊಂದಾಣಿಕೆ ಮಾಡಲಾಗುವುದು ಎಂದರು. ಮಳೆಗಾಲಕ್ಕೆ ಮುನ್ನ ಎಲ್ಲಾ ದುರಸ್ತಿ ಕಾಮಗಾರಿಗಳನ್ನು ಪೂರ್ಣಗೊಳಿಸಲಾಗುವುದು ಎಂದು ತಿಳಿಸಿದರು. ಸಭೆಯಲ್ಲಿ ಸ್ಥಳೀಯ ಜನಪ್ರತಿನಿಧಿಗಳು ಭಾಗವಹಿಸಿದ್ದರು. 1200 ಕ್ಕೂ ಹೆಚ್ಚು ಗ್ರಾಹಕರಿಗೆ ಸಂಬಂಧಿಸಿದ ದೂರುಗಳು ಇತ್ಯರ್ಥವಾದವು. ಸುಮಾರು 250 ಕೆ.ವಿ.ಗೆ ಮೇಲ್ಪಟ್ಟು ಸಂಪರ್ಕ ನೀಡುವ ಬಗ್ಗೆಯೂ ಚರ್ಚೆ ನಡೆಯಿತು. [581,604,739,693]
bottom-section [14,1151,931,1360]
brand-logo [44,15,110,31]
info-left: ಪ್ರಕಟಣೆ [14,90,36,101]
rail-head-left: ಸು ತ [47,113,71,130]
lead-box-title: 20 ಗ್ರಾ.ಪಂ.ಗಳಿಗೆ ಬೆಳ್ಳಿ ಪದಕ [717,177,812,209]
story-bhoomika [699,708,931,925]
lab-box-text: ಕೃತಕ ಕಣ್ಣಿನ ಮಾದರಿಗಳ ಮೇಲೆ ಕಣ್ಣಿನ ಪೊರೆ ಶಸ್ತ್ರಚಿಕಿತ್ಸೆ, ಗ್ಲುಕೋಮಾ ಶಸ್ತ್ರಚಿಕಿತ್ಸೆ, ರೆಟಿನಾ ಚಿಕಿತ್ಸೆಯ ಅಭ್ಯಾಸ ಮಾಡಲು ಅವಕಾಶವಿದೆ. [177,870,253,919]
temple-col3: ಮುಂದಿನ ದಿನಗಳಲ್ಲಿ ದೇವಾಲಯದ ಅಭಿವೃದ್ಧಿಗೆ ಹಲವು ಯೋಜನೆಗಳನ್ನು ರೂಪಿಸಲಾಗಿದೆ. ಭಕ್ತರ ಸಹಕಾರದೊಂದಿಗೆ ಅವುಗಳನ್ನು ಪೂರ್ಣಗೊಳಿಸಲಾಗುವುದು ಎಂದು ಸಮಿತಿ ಅಧ್ಯಕ್ಷರು ತಿಳಿಸಿದರು. ಧಾರ್ಮಿಕ ಸಭೆಯಲ್ಲಿ ವಿವಿಧ ಗಣ್ಯರು ಭಾಗವಹಿಸಿ ಶುಭಾಶಯ ಕೋರಿದರು. ಸಂಜೆ ಸಾಂಸ್ಕೃತಿಕ ಕಾರ್ಯಕ್ರಮಗಳು ನಡೆದವು. ಭಜನೆ, ಯಕ್ಷಗಾನ ಪ್ರದರ್ಶನ ಭಕ್ತರ ಮನಸೆಳೆಯಿತು. ಕೊನೆಯಲ್ಲಿ ಮಂಗಳಾರತಿ ನಡೆಯಿತು. [469,479,566,588]
bhoomika-photo [707,725,931,817]
lead-col2: ಕಾರ್ಯಕ್ರಮದಲ್ಲಿ ಕ್ಷಯ ಮುಕ್ತ ಪಂಚಾಯತ್ ಪ್ರಶಸ್ತಿಗೆ ಆಯ್ಕೆಯಾದ ಗ್ರಾಮ ಪಂಚಾಯತ್‌ಗಳಿಗೆ ಪ್ರಶಸ್ತಿ ಪ್ರದಾನ ಮಾಡಲಾಯಿತು. ಜಿಲ್ಲೆಯ ಒಟ್ಟು 20 ಗ್ರಾಮ ಪಂಚಾಯತ್‌ಗಳು ಈ ಸಾಧನೆ ಮಾಡಿವೆ. ಜಿಲ್ಲಾ ಆರೋಗ್ಯ ಮತ್ತು ಕುಟುಂಬ ಕಲ್ಯಾಣ ಅಧಿಕಾರಿ ಡಾ. ನಾಗಭೂಷಣ ಉಡುಪ ಮಾತನಾಡಿ, ಜಿಲ್ಲೆಯಲ್ಲಿ ಕಳೆದ ವರ್ಷ ಒಟ್ಟು 1,500ಕ್ಕೂ ಹೆಚ್ಚು ಶಂಕಿತರನ್ನು ಪರೀಕ್ಷೆಗೆ ಒಳಪಡಿಸಲಾಗಿದೆ ಎಂದರು. ಸರ್ಕಾರದ ನಿಕ್ಷಯ ಪೋಷಣಾ ಯೋಜನೆಯಡಿ ರೋಗಿಗಳಿಗೆ ಮಾಸಿಕ ಪೌಷ್ಟಿಕ ಆಹಾರ ಸಹಾಯಧನ ನೀಡಲಾಗುತ್ತಿದೆ. ಚಿಕಿತ್ಸೆಯನ್ನು ಅರ್ಧಕ್ಕೆ ನಿಲ್ಲಿಸದೆ ಪೂರ್ಣಗೊಳಿಸಬೇಕು ಎಂದು ತಿಳಿಸಿದರು. [271,317,411,416]
temple-box [172,622,274,686]
email-value[interactable]: digantharnir@gmail.com [486,91,598,102]
lead-col3: ಜಿಲ್ಲಾ ಕ್ಷಯರೋಗ ನಿಯಂತ್ರಣಾಧಿಕಾರಿ ಡಾ. ಶ್ರೀನಿವಾಸ್ ಮಾತನಾಡಿ, ಜಿಲ್ಲೆಯಲ್ಲಿ ಕ್ಷಯರೋಗ ಪತ್ತೆ ಪ್ರಮಾಣ ಹೆಚ್ಚಾಗಿದೆ. ಆದರೆ ಚಿಕಿತ್ಸೆ ಯಶಸ್ಸಿನ ದರವೂ ಶೇ.90ಕ್ಕಿಂತ ಹೆಚ್ಚಿದೆ ಎಂದು ವಿವರಿಸಿದರು. ಗ್ರಾಮೀಣ ಭಾಗದಲ್ಲಿ ಆಶಾ ಕಾರ್ಯಕರ್ತೆಯರ ಮೂಲಕ ಮನೆ ಮನೆ ಸಮೀಕ್ಷೆ ನಡೆಸಲಾಗುತ್ತಿದೆ. 100 ದಿನಗಳ ವಿಶೇಷ ಅಭಿಯಾನದ ಅಡಿಯಲ್ಲಿ ಹೆಚ್ಚಿನ ಶಂಕಿತರನ್ನು ಪರೀಕ್ಷಿಸಲಾಗಿದೆ ಎಂದರು. [418,317,558,386]
rail-item-date: ಮಾ.30: [14,336,57,353]
lead-box-text: ಕ್ಷಯ ಮುಕ್ತ ಗ್ರಾಮ ಪಂಚಾಯತ್ ಎಂದು ಘೋಷಿಸಿ 64 ಗ್ರಾಮ ಪಂಚಾಯತ್‌ಗಳಲ್ಲಿ 26 ಗ್ರಾಮ ಪಂಚಾಯತ್‌ಗಳಿಗೆ ಕಂಚಿನ ಪದಕ ಹಾಗೂ 20 ಗ್ರಾಮ ಪಂಚಾಯತ್‌ಗಳಿಗೆ ಬೆಳ್ಳಿ ಪದಕ ನೀಡಿ ಗೌರವಿಸಲಾಯಿತು. [717,211,813,271]
temple-headline: ಧರ್ಮದ ತಳಹದಿ ಇದ್ದಾಗ ಬದುಕು ಸುರಕ್ಷಿತ [220,447,518,473]
lead-photo-caption: ಕ್ಷಯರೋಗ ಮುಕ್ತ ಘೋಷಿತ ಗ್ರಾಮ ಪಂಚಾಯತ್‌ಗಳಿಗೆ ಪ್ರಶಸ್ತಿ ಪ್ರದಾನ ಮಾಡಲಾಯಿತು. [271,304,451,312]
